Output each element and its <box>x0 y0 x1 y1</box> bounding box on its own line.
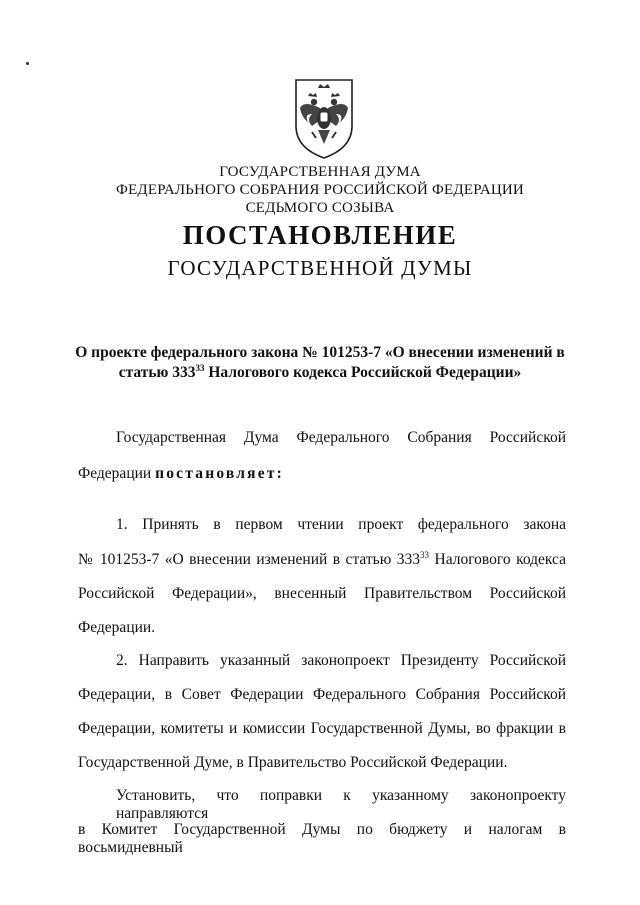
subject-text-tail: Налогового кодекса Российской Федерации» <box>204 364 522 381</box>
paragraph-2-line-2: Федерации, в Совет Федерации Федерального Собрания Российской <box>78 686 566 703</box>
paragraph-3-line-2: в Комитет Государственной Думы по бюджету и налогам в восьмидневный <box>78 821 566 856</box>
paragraph-1-line-2 <box>78 551 566 569</box>
subject-line-1: О проекте федерального закона № 101253-7 «О внесении изменений в <box>75 344 565 361</box>
org-line-federal-assembly: ФЕДЕРАЛЬНОГО СОБРАНИЯ РОССИЙСКОЙ ФЕДЕРАЦИИ <box>116 182 524 198</box>
org-line-duma: ГОСУДАРСТВЕННАЯ ДУМА <box>219 164 421 180</box>
scan-speck <box>26 62 29 65</box>
paragraph-2-line-3: Федерации, комитеты и комиссии Государственной Думы, во фракции в <box>78 720 566 737</box>
paragraph-2-line-1: 2. Направить указанный законопроект Президенту Российской <box>116 652 566 669</box>
p1-text: № 101253-7 «О внесении изменений в статью 333 <box>78 551 421 568</box>
subject-superscript: 33 <box>195 362 205 373</box>
intro-line-1: Государственная Дума Федерального Собрания Российской <box>116 429 566 446</box>
document-subtitle: ГОСУДАРСТВЕННОЙ ДУМЫ <box>167 256 473 280</box>
paragraph-2-line-4: Государственной Думе, в Правительство Российской Федерации. <box>78 754 508 771</box>
intro-line-2 <box>78 465 566 483</box>
paragraph-1-line-3: Российской Федерации», внесенный Правительством Российской <box>78 585 566 602</box>
russian-coat-of-arms-icon <box>290 74 358 162</box>
subject-text: статью 333 <box>118 364 196 381</box>
org-line-convocation: СЕДЬМОГО СОЗЫВА <box>245 200 395 216</box>
paragraph-1-line-1: 1. Принять в первом чтении проект федерального закона <box>116 516 566 533</box>
p1-text-tail: Налогового кодекса <box>429 551 566 568</box>
paragraph-3-line-1: Установить, что поправки к указанному законопроекту направляются <box>116 787 566 822</box>
p1-superscript: 33 <box>420 549 430 560</box>
subject-line-2 <box>60 363 580 383</box>
intro-text: Федерации <box>78 465 156 482</box>
document-title: ПОСТАНОВЛЕНИЕ <box>182 220 458 250</box>
paragraph-1-line-4: Федерации. <box>78 619 156 636</box>
resolves-word: постановляет: <box>155 465 284 482</box>
